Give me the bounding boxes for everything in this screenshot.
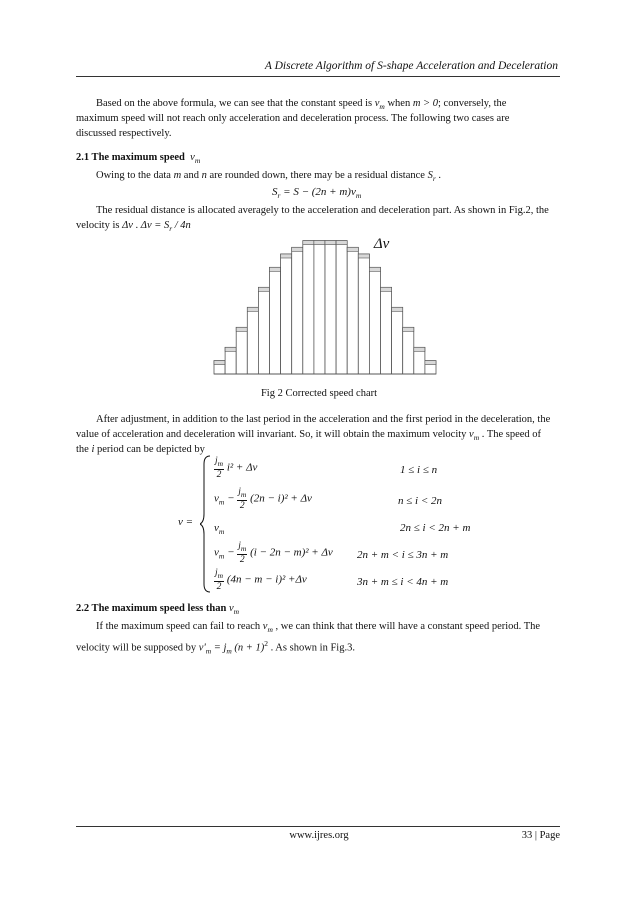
speed-bar	[392, 307, 403, 374]
case-row-5	[214, 568, 307, 592]
sym-v: v	[469, 429, 474, 440]
delta-v-cap	[425, 361, 436, 365]
sym-v: v	[214, 492, 219, 505]
delta-v-cap	[214, 361, 225, 365]
speed-bar	[381, 287, 392, 374]
section2-line-2	[76, 636, 561, 659]
delta-v-cap	[236, 327, 247, 331]
delta-v-formula: / 4n	[172, 220, 191, 231]
speed-bar	[358, 254, 369, 374]
delta-v-cap	[381, 287, 392, 291]
sym-v: v	[228, 603, 234, 614]
text: , we can think that there will have a constant speed period. The	[272, 621, 541, 632]
text: .	[132, 220, 141, 231]
text: and	[181, 170, 202, 181]
sym-m: m	[240, 543, 247, 553]
delta-v-cap	[336, 241, 347, 245]
text: value of acceleration and deceleration will invariant. So, it will obtain the maximum velocity	[76, 429, 470, 440]
sym-m: m	[226, 646, 232, 656]
speed-bar	[236, 327, 247, 374]
speed-bar	[325, 241, 336, 374]
minus: −	[224, 492, 238, 505]
sym-m: m	[217, 570, 224, 580]
sym-n: n	[201, 170, 207, 181]
text: If the maximum speed can fail to reach	[96, 621, 263, 632]
speed-bar	[258, 287, 269, 374]
heading-text: 2.1 The maximum speed	[76, 152, 185, 163]
formula: (n + 1)	[231, 642, 265, 654]
delta-v-cap	[281, 254, 292, 258]
delta-v-cap	[247, 307, 258, 311]
case-expression: i² + Δv	[226, 461, 258, 474]
running-header: A Discrete Algorithm of S-shape Acceleration and Deceleration	[264, 60, 558, 72]
text: velocity will be supposed by	[76, 642, 199, 654]
denominator: 2	[239, 500, 245, 511]
case-expression: (i − 2n − m)² + Δv	[250, 546, 333, 559]
sym-j: j	[238, 541, 241, 551]
sym-m: m	[218, 551, 225, 561]
delta-v: Δv	[122, 220, 133, 231]
speed-bars	[214, 241, 436, 374]
delta-v-cap	[258, 287, 269, 291]
denominator: 2	[216, 581, 222, 592]
case-row-1	[214, 456, 257, 480]
delta-v-cap	[392, 307, 403, 311]
case-cond-5: 3n + m ≤ i < 4n + m	[357, 576, 449, 588]
sym-v: v	[190, 152, 195, 163]
sym-r: r	[169, 224, 173, 234]
speed-bar	[270, 267, 281, 374]
speed-bar	[336, 241, 347, 374]
text: are rounded down, there may be a residual distance	[206, 170, 428, 181]
delta-v-label: Δv	[373, 236, 390, 252]
sym-m: m	[355, 191, 362, 201]
sym-v-prime: v'	[198, 642, 206, 654]
sym-v: v	[214, 546, 219, 559]
formula: = j	[211, 642, 227, 654]
section-heading-2-1	[76, 152, 200, 165]
condition: m > 0	[412, 98, 439, 109]
speed-bar	[369, 267, 380, 374]
delta-v-cap	[292, 247, 303, 251]
speed-bar	[292, 247, 303, 374]
case-row-3	[214, 522, 224, 536]
delta-v-cap	[347, 247, 358, 251]
intro-line-3: discussed respectively.	[76, 128, 172, 139]
residual-paragraph	[76, 168, 561, 186]
sym-m: m	[218, 497, 225, 507]
adjust-line-1: After adjustment, in addition to the last period in the acceleration and the first period in the deceleration, the	[96, 414, 551, 425]
footer-website: www.ijres.org	[289, 830, 349, 841]
speed-chart	[212, 228, 438, 378]
case-cond-1: 1 ≤ i ≤ n	[400, 464, 438, 476]
text: .	[435, 170, 441, 181]
sym-m: m	[217, 458, 224, 468]
delta-v-cap	[270, 267, 281, 271]
delta-v-cap	[325, 241, 336, 245]
sym-r: r	[432, 174, 436, 184]
equation-rhs: = S − (2n + m)v	[283, 186, 356, 198]
intro-line-2: maximum speed will not reach only acceleration and deceleration process. The following two cases are	[76, 113, 510, 124]
denominator: 2	[239, 554, 245, 565]
sym-m: m	[205, 646, 212, 656]
fraction	[237, 541, 247, 565]
intro-text: ; conversely, the	[438, 98, 507, 109]
footer-rule	[76, 826, 560, 827]
sym-m: m	[473, 433, 480, 443]
case-row-2	[214, 487, 312, 511]
residual-equation	[272, 186, 361, 200]
case-cond-4: 2n + m < i ≤ 3n + m	[357, 549, 449, 561]
sym-i: i	[91, 444, 95, 455]
delta-v-cap	[369, 267, 380, 271]
speed-bar	[314, 241, 325, 374]
intro-text: when	[384, 98, 413, 109]
left-brace	[200, 454, 212, 594]
speed-bar	[403, 327, 414, 374]
fraction	[214, 568, 224, 592]
sym-m: m	[267, 625, 273, 635]
sym-r: r	[277, 191, 281, 201]
piecewise-lhs: v =	[178, 516, 194, 528]
sym-j: j	[238, 487, 241, 497]
page-number: 33 | Page	[521, 830, 560, 841]
speed-bar	[347, 247, 358, 374]
minus: −	[224, 546, 238, 559]
text: the	[76, 444, 92, 455]
fraction	[214, 456, 224, 480]
sym-v: v	[214, 522, 219, 534]
delta-v-cap	[225, 347, 236, 351]
denominator: 2	[216, 469, 222, 480]
speed-bar	[247, 307, 258, 374]
text: . As shown in Fig.3.	[268, 642, 355, 654]
section-heading-2-2	[76, 603, 239, 616]
sym-m: m	[379, 102, 385, 112]
sym-j: j	[215, 456, 218, 466]
text: Owing to the data	[96, 170, 174, 181]
sym-v: v	[374, 98, 380, 109]
sym-j: j	[215, 568, 218, 578]
fraction	[237, 487, 247, 511]
delta-v-cap	[358, 254, 369, 258]
delta-v-cap	[414, 347, 425, 351]
sym-S: S	[272, 186, 278, 198]
sym-v: v	[262, 621, 268, 632]
case-row-4	[214, 541, 333, 565]
section2-line-1	[76, 619, 561, 637]
sym-S: S	[427, 170, 433, 181]
text: period can be depicted by	[94, 444, 205, 455]
heading-text: 2.2 The maximum speed less than	[76, 603, 229, 614]
text: velocity is	[76, 220, 123, 231]
velocity-paragraph-1: The residual distance is allocated averagely to the acceleration and deceleration part. As shown in Fig.2, the	[96, 205, 549, 216]
sym-m: m	[173, 170, 182, 181]
case-cond-2: n ≤ i < 2n	[398, 495, 443, 507]
delta-v-cap	[403, 327, 414, 331]
sym-m: m	[240, 489, 247, 499]
case-expression: (2n − i)² + Δv	[250, 492, 312, 505]
sym-m: m	[194, 156, 201, 166]
speed-bar	[281, 254, 292, 374]
sym-m: m	[218, 527, 225, 537]
intro-text: Based on the above formula, we can see that the constant speed is	[96, 98, 375, 109]
delta-v-formula: Δv = S	[140, 220, 170, 231]
case-expression: (4n − m − i)² +Δv	[226, 573, 307, 586]
adjust-line-3	[76, 442, 561, 457]
speed-bar	[303, 241, 314, 374]
exponent: 2	[264, 639, 269, 648]
delta-v-cap	[314, 241, 325, 245]
text: . The speed of	[479, 429, 542, 440]
sym-m: m	[233, 607, 240, 617]
case-cond-3: 2n ≤ i < 2n + m	[400, 522, 471, 534]
header-rule	[76, 76, 560, 77]
delta-v-cap	[303, 241, 314, 245]
figure-caption: Fig 2 Corrected speed chart	[260, 388, 378, 399]
